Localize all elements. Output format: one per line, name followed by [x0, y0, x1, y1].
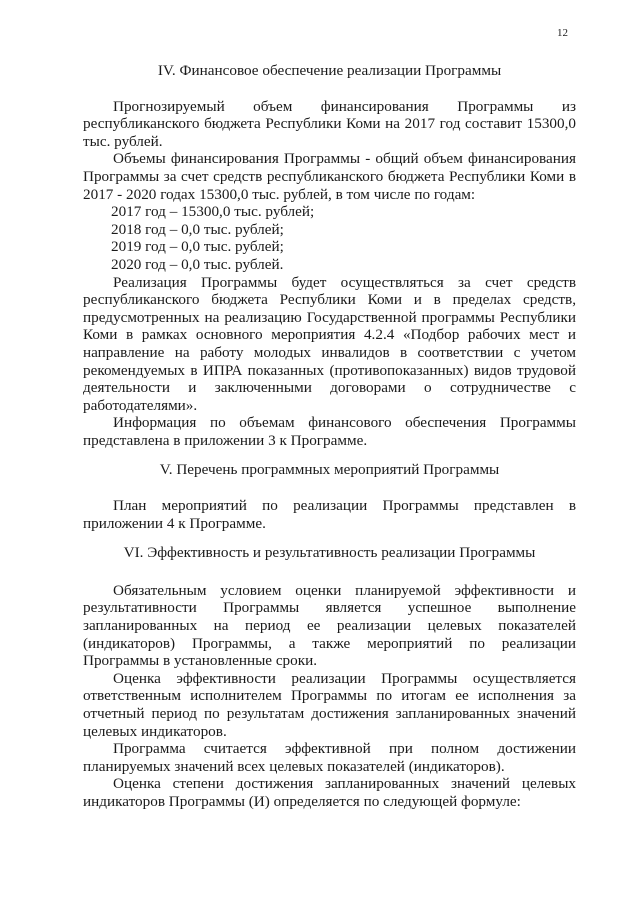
section-4-paragraph-1: Прогнозируемый объем финансирования Программы из республиканского бюджета Республики Коми на 2017 год составит 15300,0 тыс. рублей.	[83, 97, 576, 150]
section-4-title: IV. Финансовое обеспечение реализации Программы	[157, 62, 502, 79]
funding-year-item: 2019 год – 0,0 тыс. рублей;	[111, 238, 284, 256]
section-6-paragraph-1: Обязательным условием оценки планируемой эффективности и результативности Программы является успешное выполнение запланированных на период ее реализации целевых показателей (индикаторов) Программы, а также мероприятий по реализации Программы в установленные сроки.	[83, 581, 576, 670]
section-5-title: V. Перечень программных мероприятий Программы	[159, 461, 500, 479]
section-4-paragraph-3: Реализация Программы будет осуществляться за счет средств республиканского бюджета Республики Коми и в пределах средств, предусмотренных на реализацию Государственной программы Республики Коми в рамках основного мероприятия 4.2.4 «Подбор рабочих мест и направление на работу молодых инвалидов в соответствии с учетом рекомендуемых в ИПРА показанных (противопоказанных) видов трудовой деятельности и заключенными договорами о сотрудничестве с работодателями».	[83, 273, 576, 414]
section-6-title: VI. Эффективность и результативность реализации Программы	[123, 544, 536, 562]
section-5-paragraph-1: План мероприятий по реализации Программы представлен в приложении 4 к Программе.	[83, 497, 576, 532]
section-6-paragraph-2: Оценка эффективности реализации Программы осуществляется ответственным исполнителем Программы по итогам ее исполнения за отчетный период по результатам достижения запланированных значений целевых индикаторов.	[83, 669, 576, 740]
funding-year-item: 2017 год – 15300,0 тыс. рублей;	[111, 203, 315, 221]
section-4-paragraph-4: Информация по объемам финансового обеспечения Программы представлена в приложении 3 к Программе.	[83, 414, 576, 449]
funding-year-item: 2020 год – 0,0 тыс. рублей.	[111, 255, 284, 273]
section-6-paragraph-4: Оценка степени достижения запланированных значений целевых индикаторов Программы (И) определяется по следующей формуле:	[83, 775, 576, 810]
section-6-paragraph-3: Программа считается эффективной при полном достижении планируемых значений всех целевых показателей (индикаторов).	[83, 740, 576, 775]
section-4-paragraph-2: Объемы финансирования Программы - общий объем финансирования Программы за счет средств республиканского бюджета Республики Коми в 2017 - 2020 годах 15300,0 тыс. рублей, в том числе по годам:	[83, 150, 576, 203]
document-body	[83, 62, 576, 811]
funding-by-year-list	[83, 203, 576, 273]
funding-year-item: 2018 год – 0,0 тыс. рублей;	[111, 220, 284, 238]
page-number: 12	[557, 27, 568, 39]
